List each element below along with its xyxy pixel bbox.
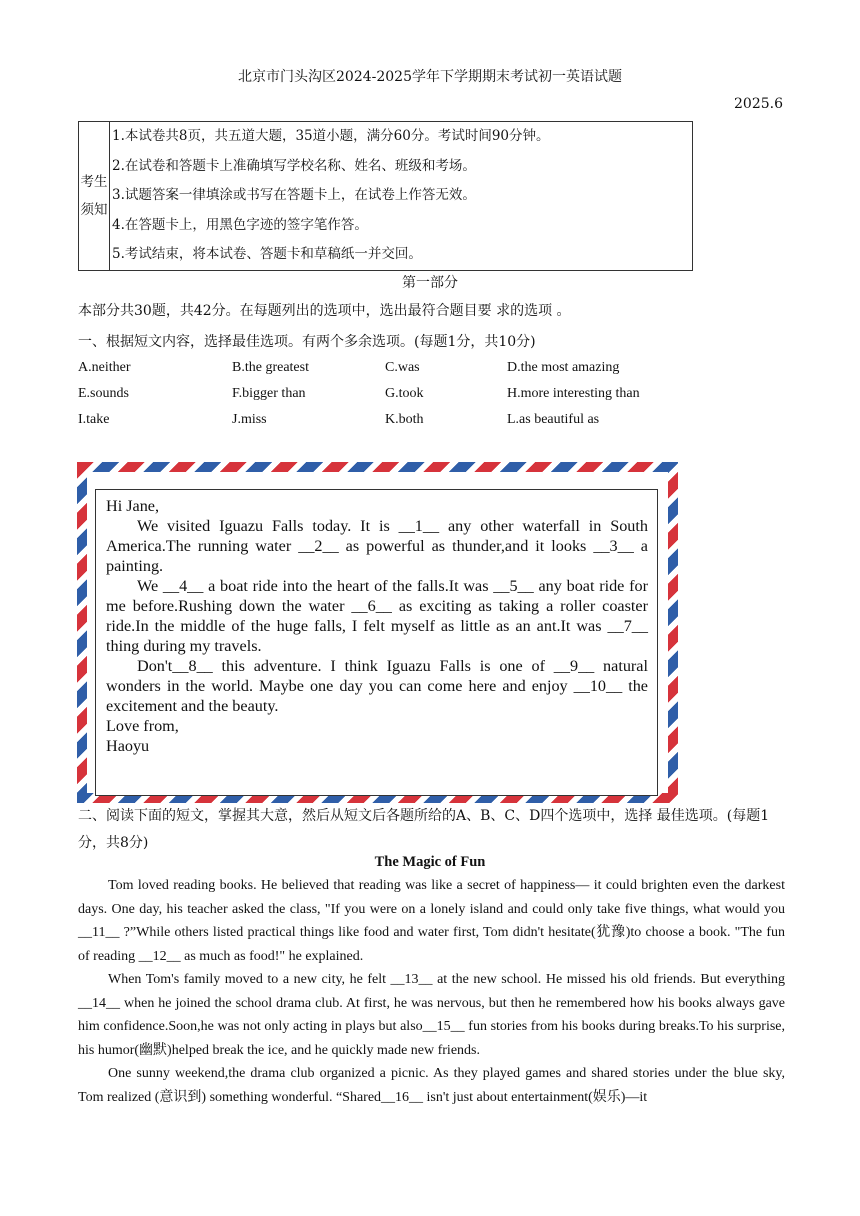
story-title: The Magic of Fun [374,854,486,870]
story-paragraph: When Tom's family moved to a new city, he felt __13__ at the new school. He missed his old friends. But everything __14__ when he joined the school drama club. At first, he was nervous, but then he remembered how his books always gave him confidence.Soon,he was not only acting in plays but also__15__ fun stories from his books during breaks.To his surprise, his humor(幽默)helped break the ice, and he quickly made new friends. [78,972,785,1058]
notice-item: 4.在答题卡上，用黑色字迹的签字笔作答。 [112,216,368,233]
option-item: J.miss [232,412,267,427]
story-paragraph: Tom loved reading books. He believed that reading was like a secret of happiness— it could brighten even the darkest days. One day, his teacher asked the class, "If you were on a lonely island and could only take five things, what would you __11__ ?”While others listed practical things like food and water first, Tom didn't hesitate(犹豫)to choose a book. "The fun of reading __12__ as much as food!" he explained. [78,878,785,964]
section2-instruction: 二、阅读下面的短文，掌握其大意，然后从短文后各题所给的A、B、C、D四个选项中，选择 最佳选项。(每题1分，共8分) [78,808,770,851]
option-item: G.took [385,386,424,401]
notice-item: 5.考试结束，将本试卷、答题卡和草稿纸一并交回。 [112,246,422,263]
letter-paragraph: We __4__ a boat ride into the heart of the falls.It was __5__ any boat ride for me before.Rushing down the water __6__ as exciting as taking a roller coaster ride.In the middle of the huge falls, I felt myself as little as an ant.It was __7__ thing during my travels. [106,577,648,655]
notice-item: 3.试题答案一律填涂或书写在答题卡上，在试卷上作答无效。 [112,187,476,204]
exam-title: 北京市门头沟区2024-2025学年下学期期末考试初一英语试题 [238,69,622,85]
notice-item: 2.在试卷和答题卡上准确填写学校名称、姓名、班级和考场。 [112,157,476,174]
section1-instruction: 一、根据短文内容，选择最佳选项。有两个多余选项。(每题1分，共10分) [78,334,536,350]
option-item: L.as beautiful as [507,412,600,427]
option-item: E.sounds [78,386,129,401]
option-item: B.the greatest [232,360,309,375]
exam-date: 2025.6 [734,96,783,112]
candidate-notice-table [78,121,693,271]
option-item: C.was [385,360,420,375]
option-item: K.both [385,412,424,427]
notice-label-text: 考生须知 [80,173,108,218]
story-body [78,874,785,1109]
option-item: H.more interesting than [507,386,640,401]
option-item: I.take [78,412,110,427]
option-item: D.the most amazing [507,360,620,375]
part-heading: 第一部分 [402,275,458,291]
letter-signature: Haoyu [106,737,150,755]
letter-closing: Love from, [106,717,179,735]
option-item: A.neither [78,360,131,375]
letter-greeting: Hi Jane, [106,497,160,515]
part-intro: 本部分共30题，共42分。在每题列出的选项中，选出最符合题目要 求的选项 。 [78,303,571,319]
letter-paragraph: We visited Iguazu Falls today. It is __1__ any other waterfall in South America.The running water __2__ as powerful as thunder,and it looks __3__ a painting. [106,517,648,575]
notice-label [79,122,110,271]
notice-items [110,122,693,271]
notice-item: 1.本试卷共8页，共五道大题，35道小题，满分60分。考试时间90分钟。 [112,128,550,144]
story-paragraph: One sunny weekend,the drama club organized a picnic. As they played games and shared stories under the blue sky, Tom realized (意识到) something wonderful. “Shared__16__ isn't just about entertainment(娱乐)—it [78,1066,785,1105]
letter-box [95,489,658,796]
option-item: F.bigger than [232,386,306,401]
letter-paragraph: Don't__8__ this adventure. I think Iguazu Falls is one of __9__ natural wonders in the world. Maybe one day you can come here and enjoy __10__ the excitement and the beauty. [106,657,648,715]
